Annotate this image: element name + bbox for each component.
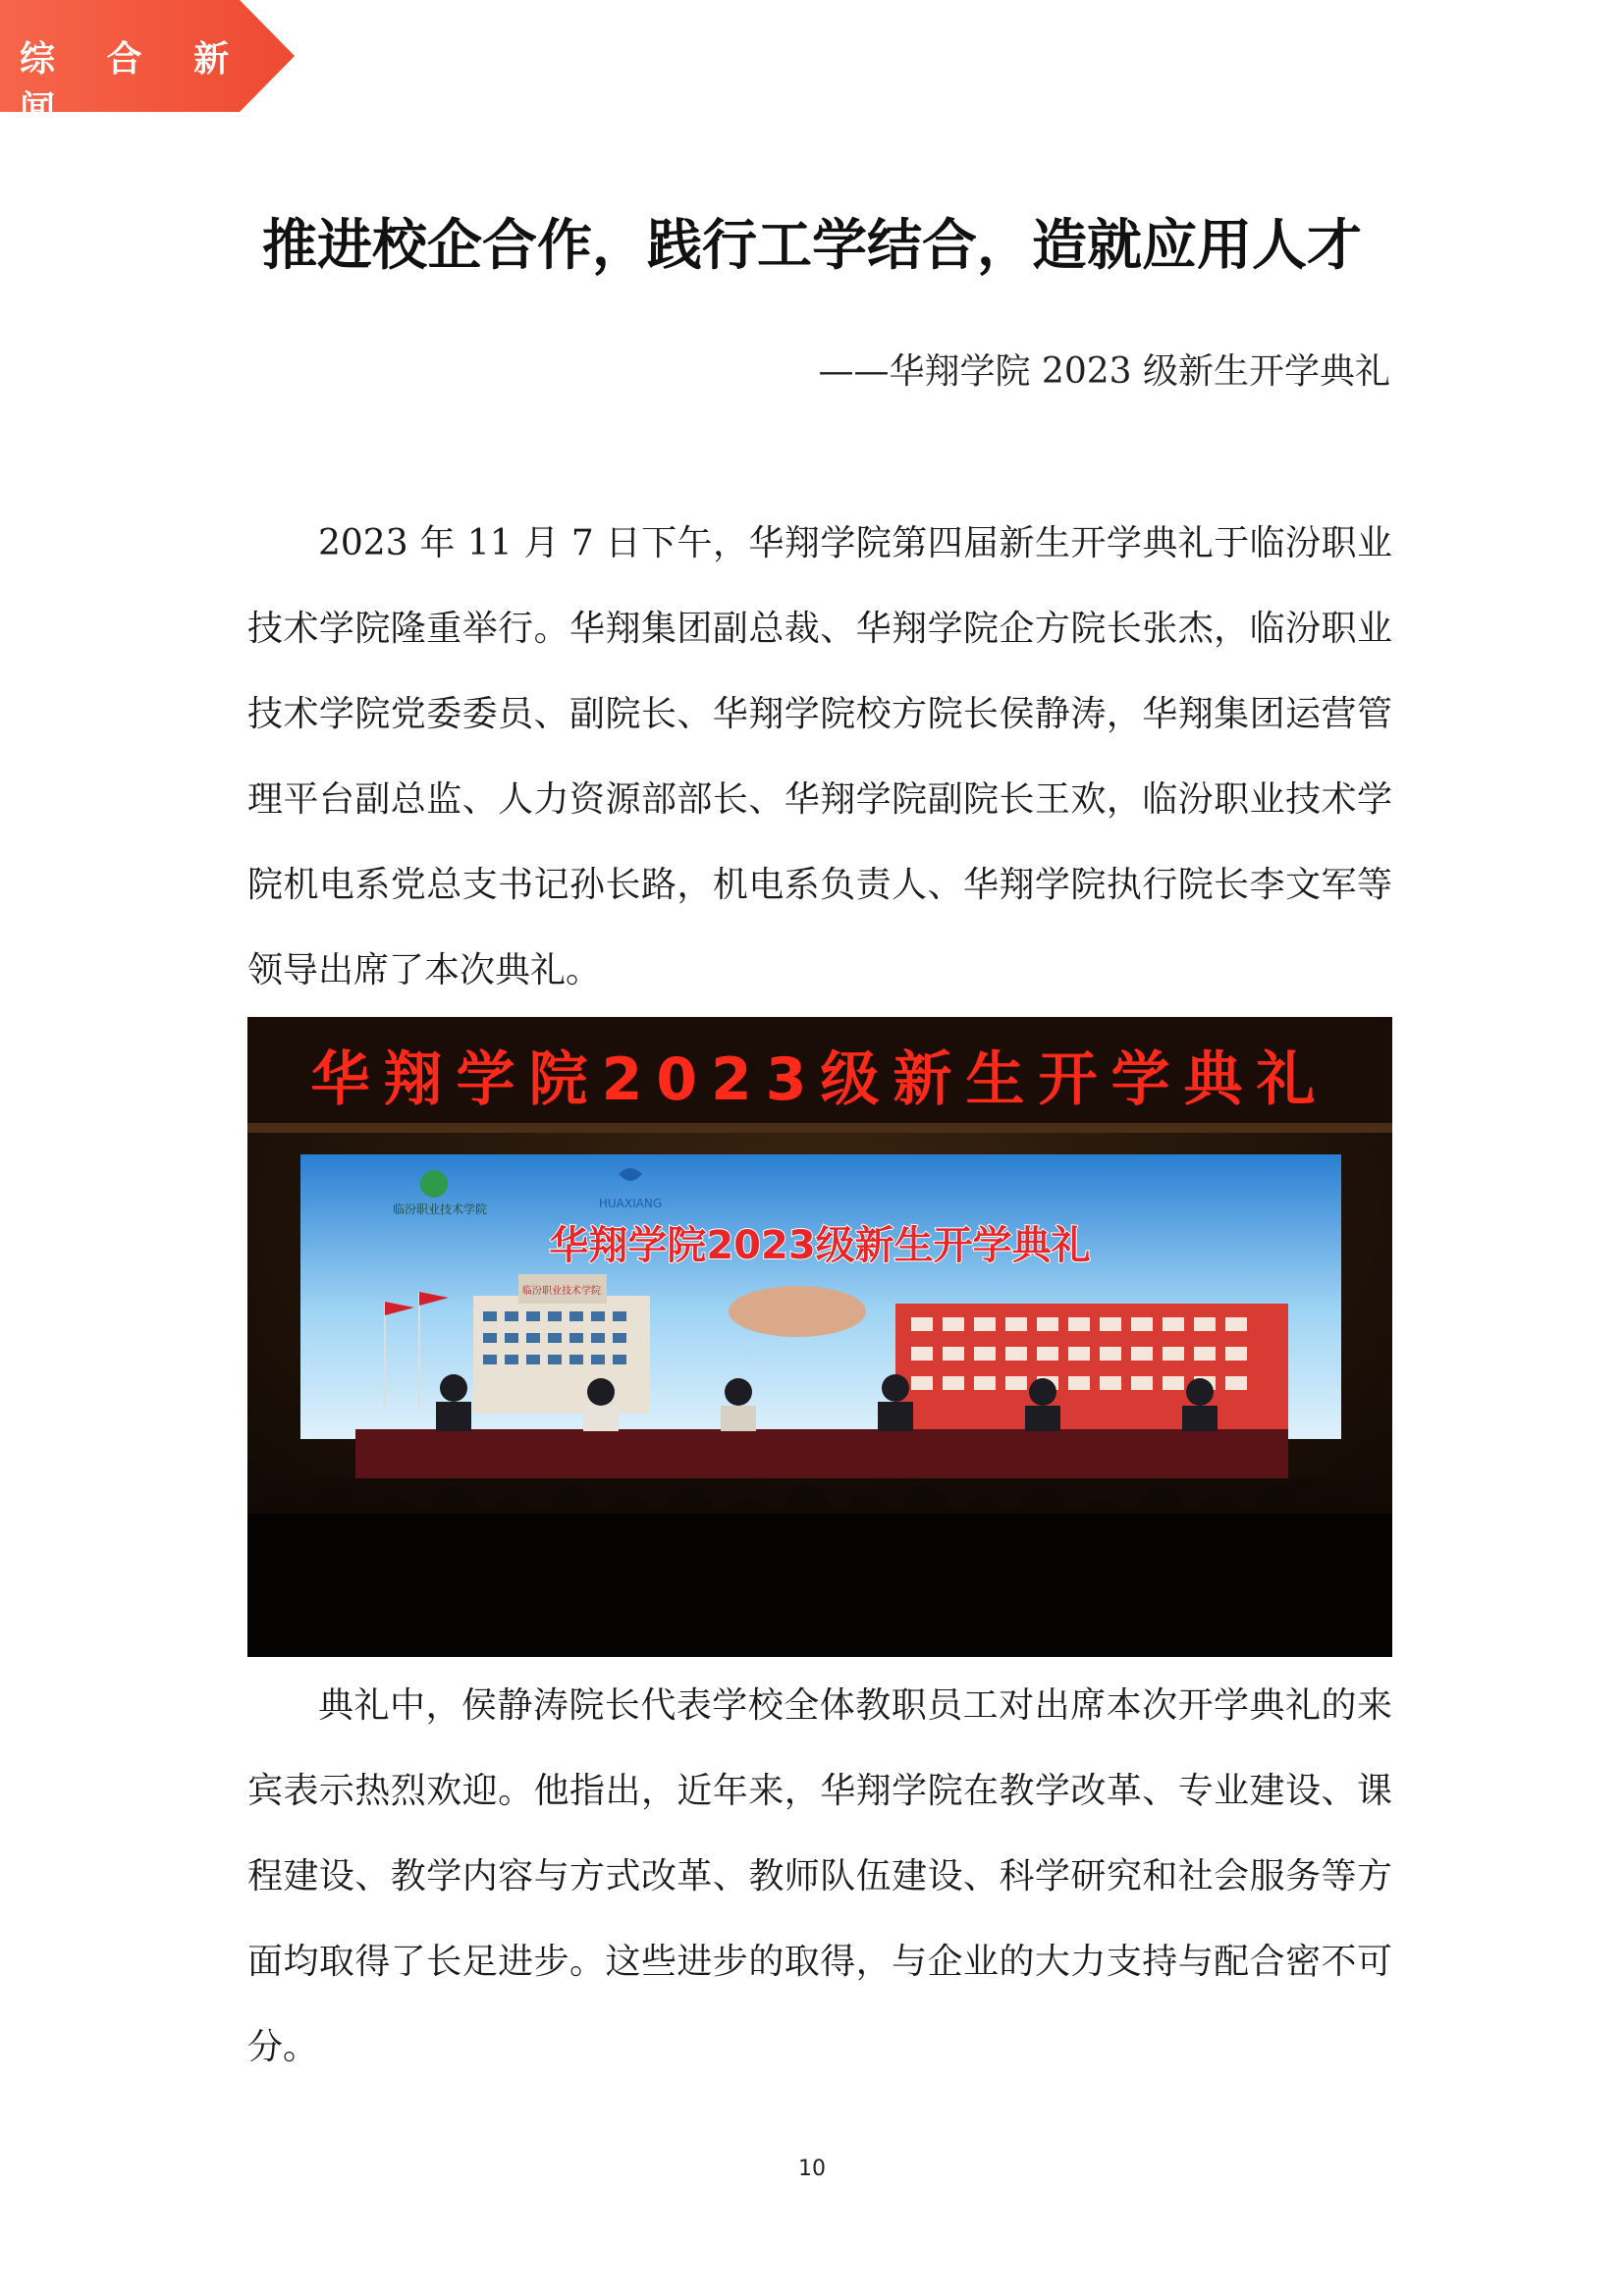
article-title: 推进校企合作，践行工学结合，造就应用人才 — [262, 213, 1362, 278]
screen-title: 华翔学院2023级新生开学典礼 — [549, 1223, 1091, 1268]
handshake-graphic — [729, 1286, 866, 1337]
section-label: 综 合 新 闻 — [20, 39, 249, 130]
ceremony-photo-illustration — [247, 1017, 1392, 1657]
article-subtitle: ——华翔学院 2023 级新生开学典礼 — [818, 351, 1390, 392]
page-number: 10 — [798, 2157, 826, 2181]
college-logo-icon — [420, 1170, 448, 1198]
stage-table — [355, 1429, 1288, 1478]
led-banner-text: 华翔学院2023级新生开学典礼 — [310, 1045, 1329, 1114]
logo-right-text: HUAXIANG — [598, 1197, 663, 1210]
logo-left-text: 临汾职业技术学院 — [392, 1202, 488, 1216]
section-tag — [0, 0, 295, 130]
ceremony-photo — [247, 1017, 1392, 1657]
building-sign: 临汾职业技术学院 — [522, 1286, 601, 1297]
article-paragraph-2: 典礼中，侯静涛院长代表学校全体教职员工对出席本次开学典礼的来宾表示热烈欢迎。他指出，近年来，华翔学院在教学改革、专业建设、课程建设、教学内容与方式改革、教师队伍建设、科学研究和社会服务等方面均取得了长足进步。这些进步的取得，与企业的大力支持与配合密不可分。 — [247, 1685, 1392, 2067]
article-paragraph-1: 2023 年 11 月 7 日下午，华翔学院第四届新生开学典礼于临汾职业技术学院隆重举行。华翔集团副总裁、华翔学院企方院长张杰，临汾职业技术学院党委委员、副院长、华翔学院校方院长侯静涛，华翔集团运营管理平台副总监、人力资源部部长、华翔学院副院长王欢，临汾职业技术学院机电系党总支书记孙长路，机电系负责人、华翔学院执行院长李文军等领导出席了本次典礼。 — [247, 523, 1392, 990]
